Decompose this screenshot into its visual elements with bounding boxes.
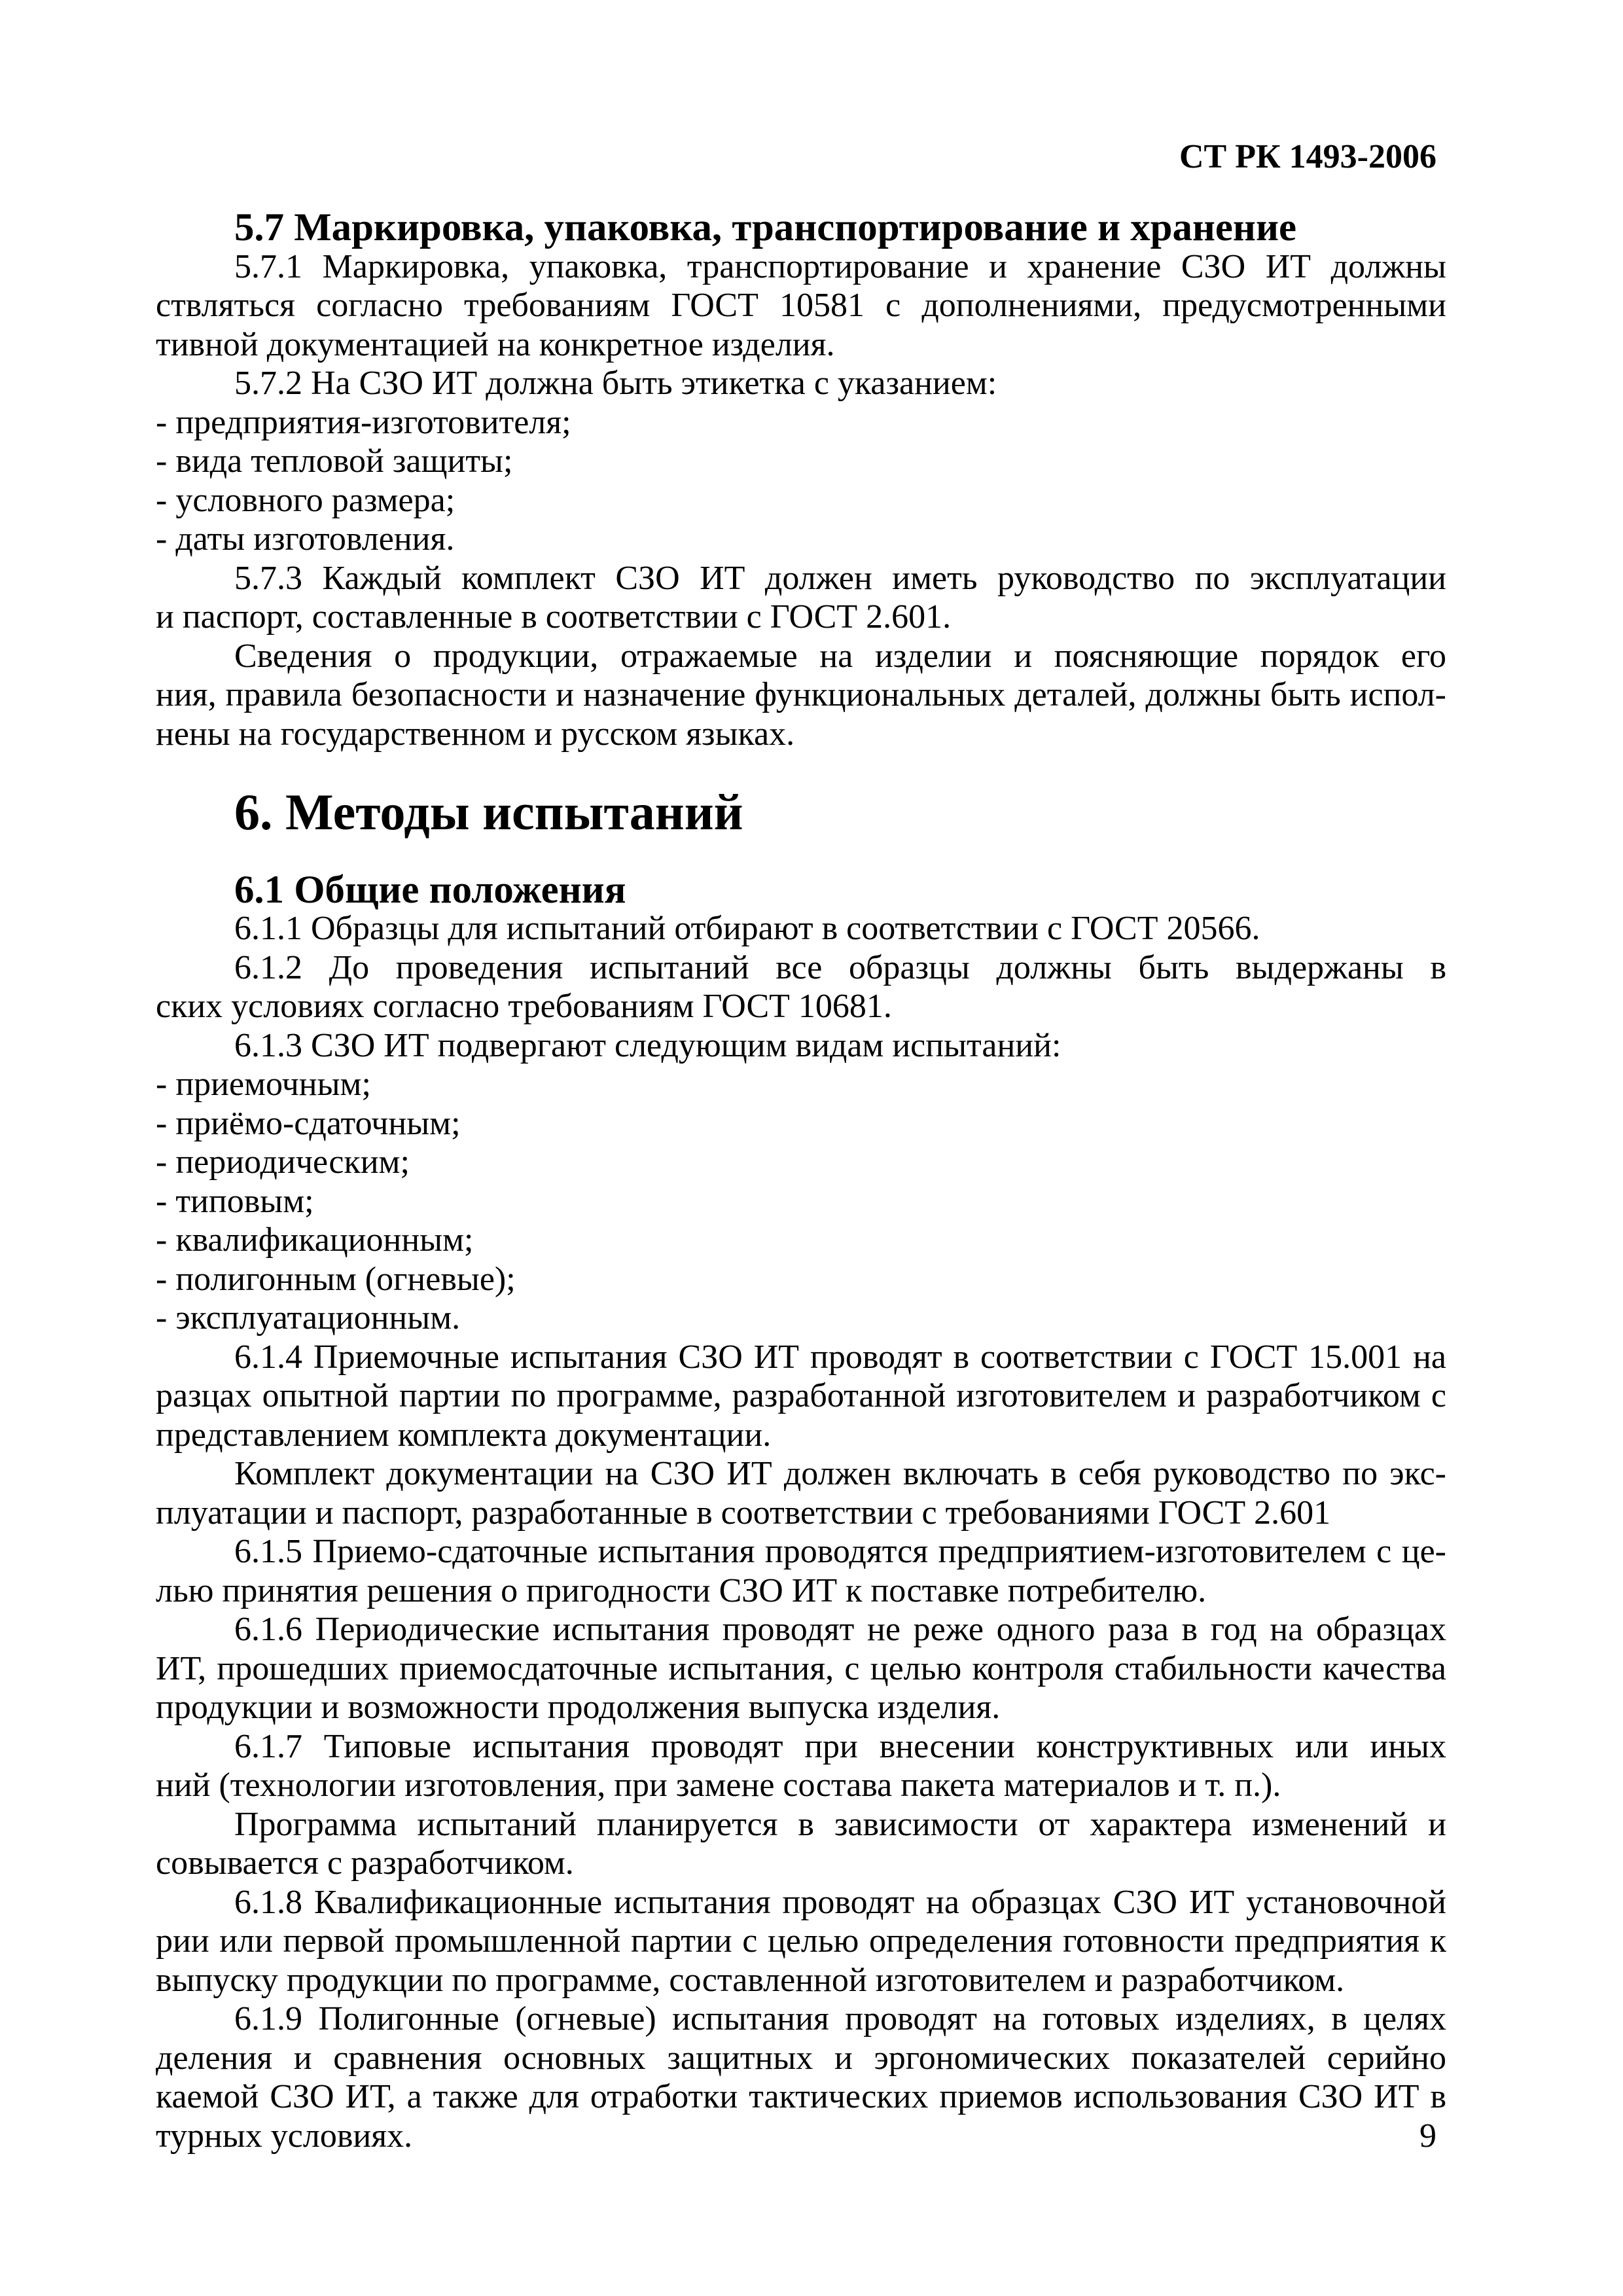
text-line: продукции и возможности продолжения выпуска изделия. — [156, 1689, 1001, 1726]
text-line: 5.7.1 Маркировка, упаковка, транспортирование и хранение СЗО ИТ должны — [234, 247, 1446, 285]
paragraph-6-1-1: 6.1.1 Образцы для испытаний отбирают в соответствии с ГОСТ 20566. — [234, 910, 1260, 947]
text-line: 6.1.4 Приемочные испытания СЗО ИТ проводят в соответствии с ГОСТ 15.001 на — [234, 1338, 1446, 1376]
section-6-1-heading: 6.1 Общие положения — [234, 867, 626, 912]
text-line: ния, правила безопасности и назначение функциональных деталей, должны быть испол- — [156, 676, 1446, 713]
text-line: 6.1.9 Полигонные (огневые) испытания проводят на готовых изделиях, в целях — [234, 2000, 1446, 2037]
text-line: рии или первой промышленной партии с целью определения готовности предприятия к — [156, 1922, 1446, 1960]
page-number: 9 — [1419, 2117, 1436, 2155]
list-item: - условного размера; — [156, 481, 455, 519]
paragraph-6-1-4 — [156, 1338, 1446, 1455]
paragraph-6-1-5 — [156, 1532, 1446, 1610]
text-line: Комплект документации на СЗО ИТ должен включать в себя руководство по экс- — [234, 1455, 1446, 1492]
paragraph-test-program — [156, 1805, 1446, 1883]
text-line: выпуску продукции по программе, составленной изготовителем и разработчиком. — [156, 1961, 1345, 1999]
text-line: деления и сравнения основных защитных и эргономических показателей серийно — [156, 2039, 1446, 2077]
text-line: 6.1.2 До проведения испытаний все образцы должны быть выдержаны в — [234, 948, 1446, 986]
text-line: 6.1.7 Типовые испытания проводят при внесении конструктивных или иных — [234, 1727, 1446, 1765]
page-body — [156, 208, 1446, 2155]
section-5-7-heading: 5.7 Маркировка, упаковка, транспортирование и хранение — [234, 206, 1297, 249]
text-line: ствляться согласно требованиям ГОСТ 10581 с дополнениями, предусмотренными — [156, 287, 1446, 324]
text-line: разцах опытной партии по программе, разработанной изготовителем и разработчиком с — [156, 1377, 1446, 1414]
text-line: ских условиях согласно требованиям ГОСТ 10681. — [156, 988, 892, 1025]
list-item: - типовым; — [156, 1182, 314, 1220]
list-item: - эксплуатационным. — [156, 1299, 461, 1336]
list-item: - периодическим; — [156, 1143, 410, 1181]
text-line: каемой СЗО ИТ, а также для отработки тактических приемов использования СЗО ИТ в — [156, 2078, 1446, 2115]
paragraph-6-1-3: 6.1.3 СЗО ИТ подвергают следующим видам испытаний: — [234, 1026, 1061, 1064]
paragraph-5-7-1 — [156, 247, 1446, 365]
document-code: СТ РК 1493-2006 — [1179, 138, 1436, 175]
paragraph-6-1-9 — [156, 2000, 1446, 2155]
paragraph-6-1-8 — [156, 1883, 1446, 2000]
list-item: - вида тепловой защиты; — [156, 442, 513, 480]
text-line: 6.1.6 Периодические испытания проводят не реже одного раза в год на образцах — [234, 1611, 1446, 1648]
text-line: ИТ, прошедших приемосдаточные испытания, с целью контроля стабильности качества — [156, 1649, 1446, 1687]
text-line: Программа испытаний планируется в зависимости от характера изменений и — [234, 1805, 1446, 1843]
paragraph-6-1-7 — [156, 1727, 1446, 1805]
text-line: 5.7.3 Каждый комплект СЗО ИТ должен иметь руководство по эксплуатации — [234, 559, 1446, 597]
text-line: нены на государственном и русском языках. — [156, 715, 795, 753]
text-line: плуатации и паспорт, разработанные в соответствии с требованиями ГОСТ 2.601 — [156, 1494, 1331, 1532]
text-line: 6.1.8 Квалификационные испытания проводят на образцах СЗО ИТ установочной — [234, 1883, 1446, 1921]
text-line: совывается с разработчиком. — [156, 1844, 574, 1882]
list-item: - даты изготовления. — [156, 520, 455, 558]
text-line: тивной документацией на конкретное изделия. — [156, 325, 835, 363]
paragraph-5-7-3 — [156, 559, 1446, 637]
list-item: - приёмо-сдаточным; — [156, 1104, 461, 1142]
text-line: и паспорт, составленные в соответствии с ГОСТ 2.601. — [156, 598, 952, 636]
text-line: представлением комплекта документации. — [156, 1416, 772, 1454]
list-item: - приемочным; — [156, 1066, 371, 1103]
paragraph-6-1-2 — [156, 948, 1446, 1026]
label-contents-list — [156, 403, 1446, 559]
list-item: - квалификационным; — [156, 1221, 474, 1259]
text-line: лью принятия решения о пригодности СЗО ИТ к поставке потребителю. — [156, 1571, 1207, 1609]
text-line: ний (технологии изготовления, при замене состава пакета материалов и т. п.). — [156, 1767, 1281, 1804]
list-item: - полигонным (огневые); — [156, 1260, 516, 1298]
list-item: - предприятия-изготовителя; — [156, 403, 571, 441]
section-6-heading: 6. Методы испытаний — [234, 783, 743, 840]
paragraph-5-7-2: 5.7.2 На СЗО ИТ должна быть этикетка с указанием: — [234, 365, 997, 402]
paragraph-product-info — [156, 637, 1446, 754]
test-types-list — [156, 1065, 1446, 1338]
text-line: Сведения о продукции, отражаемые на изделии и поясняющие порядок его — [234, 637, 1446, 675]
paragraph-documentation-kit — [156, 1454, 1446, 1532]
paragraph-6-1-6 — [156, 1610, 1446, 1727]
text-line: турных условиях. — [156, 2117, 413, 2155]
text-line: 6.1.5 Приемо-сдаточные испытания проводятся предприятием-изготовителем с це- — [234, 1533, 1446, 1570]
